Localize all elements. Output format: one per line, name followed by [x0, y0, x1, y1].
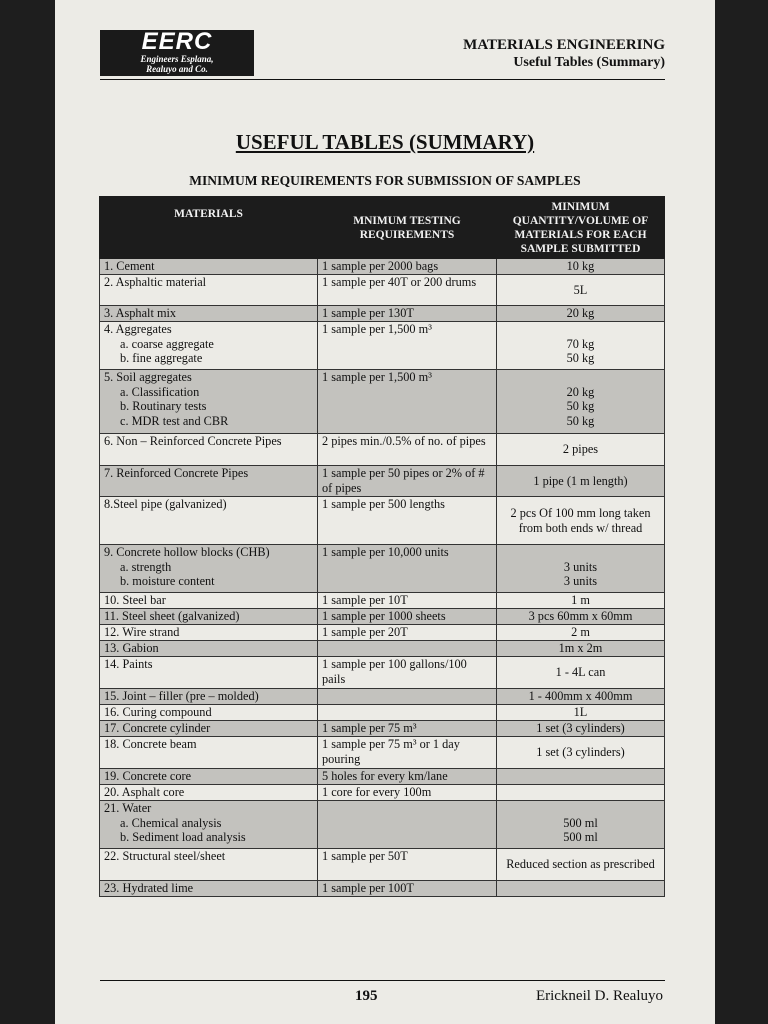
- quantity-value: 1 set (3 cylinders): [536, 721, 625, 736]
- col-header-materials: MATERIALS: [100, 197, 318, 259]
- material-cell: [100, 370, 318, 434]
- material-subitem: a. strength: [120, 559, 172, 574]
- material-cell: [100, 275, 318, 306]
- table-row: [100, 705, 665, 721]
- testing-requirement-cell: 1 sample per 1,500 m³: [318, 322, 497, 370]
- testing-requirement-cell: 1 sample per 10T: [318, 593, 497, 609]
- testing-requirement-cell: 1 sample per 20T: [318, 625, 497, 641]
- material-subitem: a. Classification: [120, 384, 200, 399]
- material-name: 11. Steel sheet (galvanized): [104, 609, 240, 623]
- logo-line-1: Engineers Esplana,: [140, 54, 214, 64]
- material-name: 20. Asphalt core: [104, 785, 185, 799]
- material-name: 14. Paints: [104, 657, 153, 671]
- testing-requirement-cell: 1 sample per 10,000 units: [318, 545, 497, 593]
- table-row: [100, 785, 665, 801]
- testing-requirement-cell: 1 sample per 100T: [318, 881, 497, 897]
- material-cell: [100, 466, 318, 497]
- quantity-value: 3 pcs 60mm x 60mm: [528, 609, 633, 624]
- testing-requirement-cell: [318, 801, 497, 849]
- material-subitem: b. Sediment load analysis: [120, 830, 246, 844]
- quantity-value: 1 pipe (1 m length): [533, 473, 628, 488]
- material-name: 12. Wire strand: [104, 625, 180, 639]
- table-row: [100, 625, 665, 641]
- testing-requirement-cell: [318, 689, 497, 705]
- table-row: [100, 466, 665, 497]
- material-cell: [100, 881, 318, 897]
- material-subitem: b. moisture content: [120, 574, 215, 588]
- table-header-row: [100, 197, 665, 259]
- table-row: [100, 322, 665, 370]
- quantity-cell: [497, 322, 665, 370]
- table-row: [100, 849, 665, 881]
- quantity-cell: [497, 306, 665, 322]
- quantity-cell: [497, 641, 665, 657]
- author-name: Erickneil D. Realuyo: [535, 988, 663, 1004]
- quantity-cell: [497, 434, 665, 466]
- testing-requirement-cell: 1 sample per 40T or 200 drums: [318, 275, 497, 306]
- quantity-value: Reduced section as prescribed: [506, 857, 655, 872]
- quantity-value: 1 - 4L can: [555, 665, 606, 680]
- material-name: 4. Aggregates: [104, 322, 172, 336]
- quantity-cell: [497, 370, 665, 434]
- quantity-cell: [497, 721, 665, 737]
- material-cell: [100, 434, 318, 466]
- quantity-value: 1 - 400mm x 400mm: [528, 689, 633, 704]
- material-name: 16. Curing compound: [104, 705, 212, 719]
- quantity-value: 1m x 2m: [558, 641, 603, 656]
- testing-requirement-cell: 1 core for every 100m: [318, 785, 497, 801]
- logo-line-2: Realuyo and Co.: [146, 64, 208, 74]
- quantity-cell: [497, 275, 665, 306]
- table-row: [100, 737, 665, 769]
- page-number: 195: [355, 988, 378, 1004]
- table-row: [100, 609, 665, 625]
- table-row: [100, 689, 665, 705]
- material-name: 1. Cement: [104, 259, 155, 273]
- table-row: [100, 801, 665, 849]
- material-subitem: b. Routinary tests: [120, 399, 207, 413]
- material-name: 8.Steel pipe (galvanized): [104, 497, 227, 511]
- quantity-cell: [497, 466, 665, 497]
- quantity-cell: [497, 689, 665, 705]
- quantity-value: 3 units 3 units: [563, 559, 598, 588]
- quantity-cell: [497, 593, 665, 609]
- quantity-value: 1 m: [571, 593, 590, 608]
- table-row: [100, 275, 665, 306]
- table-row: [100, 881, 665, 897]
- material-cell: [100, 641, 318, 657]
- quantity-cell: [497, 609, 665, 625]
- footer-divider: [100, 980, 665, 981]
- testing-requirement-cell: [318, 641, 497, 657]
- quantity-cell: [497, 705, 665, 721]
- material-name: 2. Asphaltic material: [104, 275, 207, 289]
- document-page: [55, 0, 715, 1024]
- header-section: Useful Tables (Summary): [513, 55, 665, 70]
- testing-requirement-cell: 1 sample per 75 m³ or 1 day pouring: [318, 737, 497, 769]
- material-name: 18. Concrete beam: [104, 737, 197, 751]
- material-cell: [100, 737, 318, 769]
- table-row: [100, 306, 665, 322]
- quantity-cell: [497, 737, 665, 769]
- header-divider: [100, 79, 665, 80]
- testing-requirement-cell: 1 sample per 1000 sheets: [318, 609, 497, 625]
- table-row: [100, 657, 665, 689]
- material-cell: [100, 609, 318, 625]
- material-cell: [100, 322, 318, 370]
- material-name: 22. Structural steel/sheet: [104, 849, 226, 863]
- material-cell: [100, 769, 318, 785]
- col-header-testing: MNIMUM TESTING REQUIREMENTS: [318, 197, 497, 259]
- table-row: [100, 593, 665, 609]
- material-subitem: b. fine aggregate: [120, 351, 203, 365]
- table-row: [100, 769, 665, 785]
- table-caption: MINIMUM REQUIREMENTS FOR SUBMISSION OF SAMPLES: [189, 173, 581, 188]
- table-row: [100, 721, 665, 737]
- testing-requirement-cell: 2 pipes min./0.5% of no. of pipes: [318, 434, 497, 466]
- material-name: 15. Joint – filler (pre – molded): [104, 689, 259, 703]
- quantity-cell: [497, 259, 665, 275]
- material-name: 9. Concrete hollow blocks (CHB): [104, 545, 270, 559]
- testing-requirement-cell: [318, 705, 497, 721]
- quantity-cell: [497, 545, 665, 593]
- table-row: [100, 497, 665, 545]
- table-row: [100, 545, 665, 593]
- material-name: 6. Non – Reinforced Concrete Pipes: [104, 434, 282, 448]
- testing-requirement-cell: 1 sample per 75 m³: [318, 721, 497, 737]
- material-name: 7. Reinforced Concrete Pipes: [104, 466, 249, 480]
- material-subitem: a. Chemical analysis: [120, 815, 222, 830]
- material-name: 3. Asphalt mix: [104, 306, 177, 320]
- quantity-value: 1L: [573, 705, 588, 720]
- material-cell: [100, 657, 318, 689]
- quantity-value: 500 ml 500 ml: [563, 815, 598, 844]
- quantity-cell: [497, 801, 665, 849]
- testing-requirement-cell: 1 sample per 130T: [318, 306, 497, 322]
- quantity-value: 2 m: [571, 625, 590, 640]
- quantity-cell: [497, 785, 665, 801]
- quantity-cell: [497, 849, 665, 881]
- material-cell: [100, 849, 318, 881]
- testing-requirement-cell: 1 sample per 50 pipes or 2% of # of pipes: [318, 466, 497, 497]
- quantity-cell: [497, 625, 665, 641]
- material-name: 13. Gabion: [104, 641, 159, 655]
- material-name: 5. Soil aggregates: [104, 370, 192, 384]
- quantity-cell: [497, 497, 665, 545]
- testing-requirement-cell: 5 holes for every km/lane: [318, 769, 497, 785]
- testing-requirement-cell: 1 sample per 500 lengths: [318, 497, 497, 545]
- quantity-value: 20 kg: [566, 306, 595, 321]
- testing-requirement-cell: 1 sample per 50T: [318, 849, 497, 881]
- material-cell: [100, 689, 318, 705]
- material-subitem: a. coarse aggregate: [120, 336, 214, 351]
- material-name: 23. Hydrated lime: [104, 881, 194, 895]
- table-row: [100, 259, 665, 275]
- eerc-logo: [100, 30, 254, 76]
- material-cell: [100, 259, 318, 275]
- material-cell: [100, 705, 318, 721]
- running-header: [463, 36, 665, 72]
- material-name: 19. Concrete core: [104, 769, 192, 783]
- material-cell: [100, 801, 318, 849]
- material-cell: [100, 497, 318, 545]
- testing-requirement-cell: 1 sample per 2000 bags: [318, 259, 497, 275]
- material-subitem: c. MDR test and CBR: [120, 413, 229, 428]
- testing-requirement-cell: 1 sample per 100 gallons/100 pails: [318, 657, 497, 689]
- quantity-value: 1 set (3 cylinders): [536, 745, 625, 760]
- quantity-cell: [497, 881, 665, 897]
- col-header-quantity: MINIMUM QUANTITY/VOLUME OF MATERIALS FOR EACH SAMPLE SUBMITTED: [497, 197, 665, 259]
- material-name: 21. Water: [104, 801, 152, 815]
- page-title: USEFUL TABLES (SUMMARY): [235, 130, 535, 154]
- quantity-cell: [497, 769, 665, 785]
- quantity-value: 10 kg: [566, 259, 595, 274]
- quantity-value: 5L: [573, 282, 588, 297]
- quantity-value: 70 kg 50 kg: [566, 336, 595, 365]
- requirements-table: [99, 196, 665, 897]
- table-row: [100, 370, 665, 434]
- quantity-value: 2 pcs Of 100 mm long taken from both ends w/ thread: [510, 506, 651, 535]
- testing-requirement-cell: 1 sample per 1,500 m³: [318, 370, 497, 434]
- material-cell: [100, 625, 318, 641]
- quantity-value: 2 pipes: [562, 442, 599, 457]
- logo-main-text: EERC: [141, 28, 213, 55]
- material-cell: [100, 593, 318, 609]
- quantity-cell: [497, 657, 665, 689]
- table-row: [100, 641, 665, 657]
- table-row: [100, 434, 665, 466]
- material-name: 10. Steel bar: [104, 593, 166, 607]
- material-cell: [100, 306, 318, 322]
- material-name: 17. Concrete cylinder: [104, 721, 211, 735]
- header-subject: MATERIALS ENGINEERING: [463, 37, 665, 53]
- quantity-value: 20 kg 50 kg 50 kg: [566, 384, 595, 428]
- material-cell: [100, 545, 318, 593]
- material-cell: [100, 785, 318, 801]
- material-cell: [100, 721, 318, 737]
